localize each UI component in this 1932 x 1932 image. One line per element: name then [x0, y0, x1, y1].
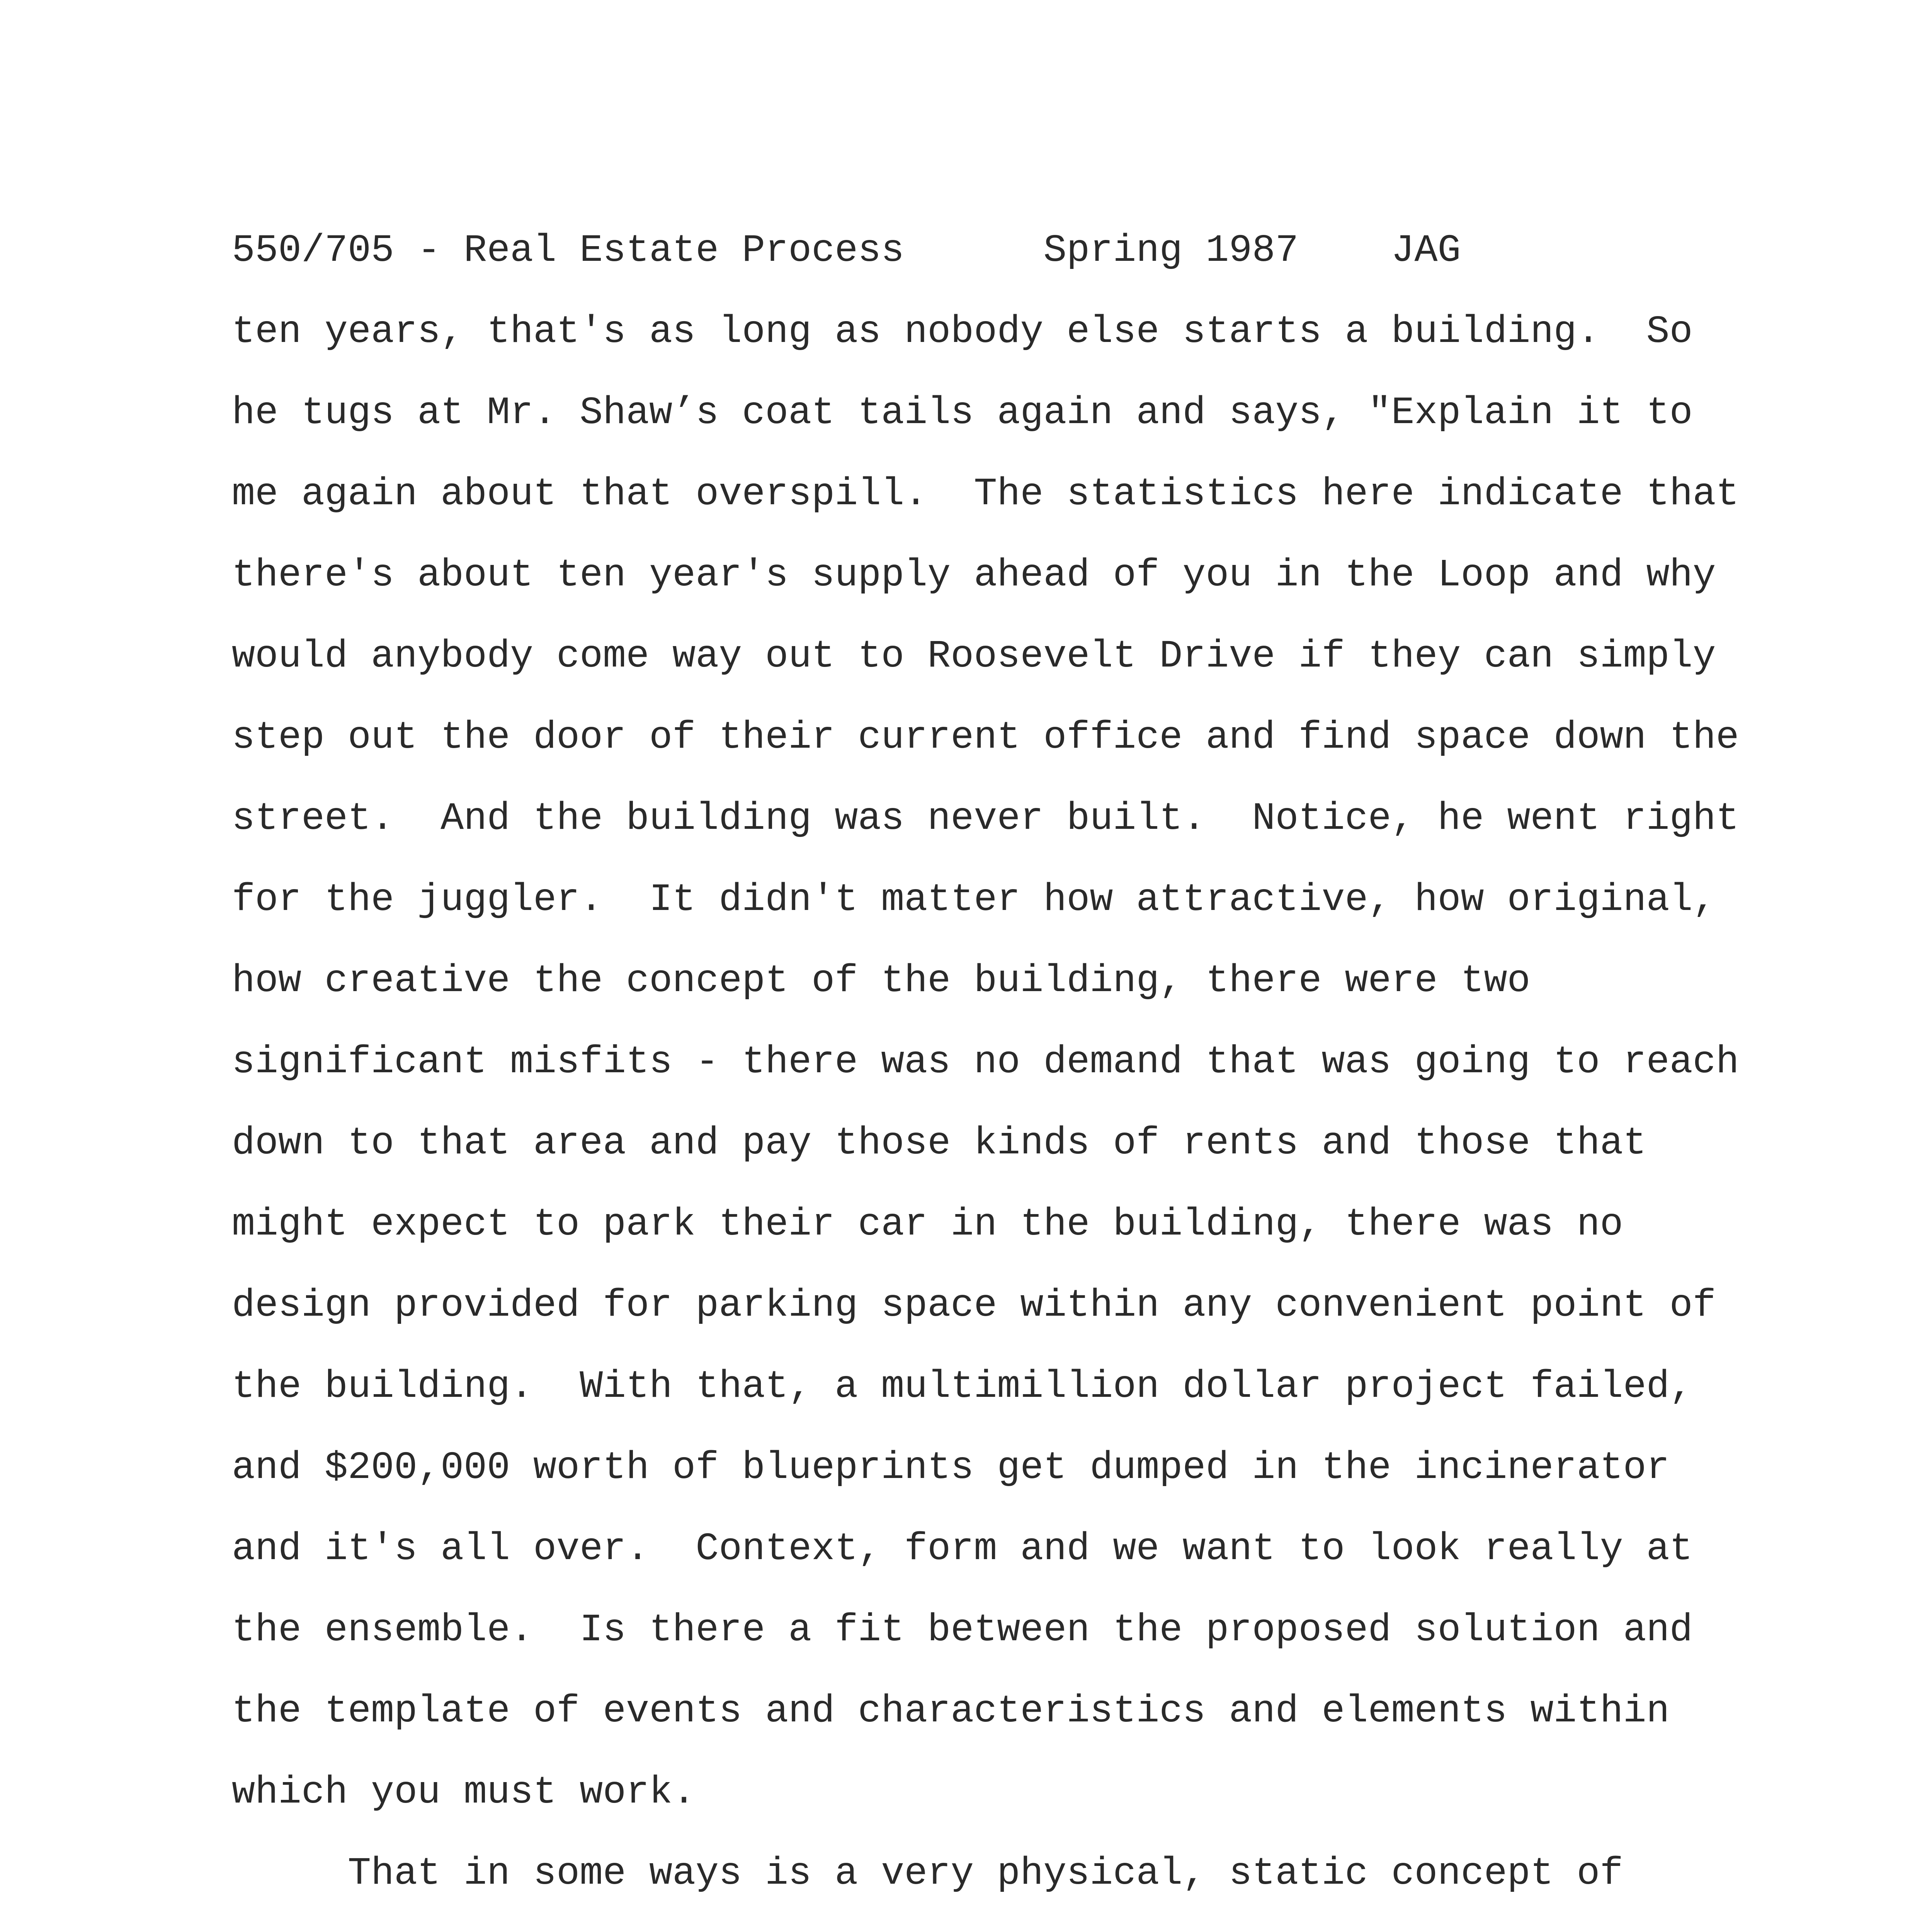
text-line: might expect to park their car in the building, there was no — [232, 1203, 1623, 1247]
text-line: the building. With that, a multimillion dollar project failed, — [232, 1365, 1693, 1409]
text-line: there's about ten year's supply ahead of you in the Loop and why — [232, 554, 1716, 597]
text-line: the ensemble. Is there a fit between the proposed solution and — [232, 1609, 1693, 1652]
text-line: step out the door of their current office and find space down the — [232, 716, 1739, 760]
text-line: significant misfits - there was no demand that was going to reach — [232, 1041, 1739, 1084]
text-line: he tugs at Mr. Shaw’s coat tails again and says, "Explain it to — [232, 391, 1693, 435]
text-line: down to that area and pay those kinds of rents and those that — [232, 1122, 1646, 1165]
text-line: and it's all over. Context, form and we want to look really at — [232, 1527, 1693, 1571]
text-line: street. And the building was never built. Notice, he went right — [232, 797, 1739, 841]
text-line: ten years, that's as long as nobody else starts a building. So — [232, 310, 1693, 354]
text-line: how creative the concept of the building, there were two — [232, 959, 1531, 1003]
text-line: me again about that overspill. The statistics here indicate that — [232, 473, 1739, 516]
text-line: which you must work. — [232, 1771, 696, 1815]
text-line: and $200,000 worth of blueprints get dumped in the incinerator — [232, 1446, 1670, 1490]
text-line: would anybody come way out to Roosevelt Drive if they can simply — [232, 635, 1716, 679]
text-line: for the juggler. It didn't matter how attractive, how original, — [232, 878, 1716, 922]
running-header: 550/705 - Real Estate Process Spring 1987 JAG — [232, 229, 1461, 273]
text-line: design provided for parking space within any convenient point of — [232, 1284, 1716, 1328]
text-line: the template of events and characteristics and elements within — [232, 1690, 1670, 1733]
paragraph-start-line: That in some ways is a very physical, static concept of — [348, 1852, 1623, 1896]
